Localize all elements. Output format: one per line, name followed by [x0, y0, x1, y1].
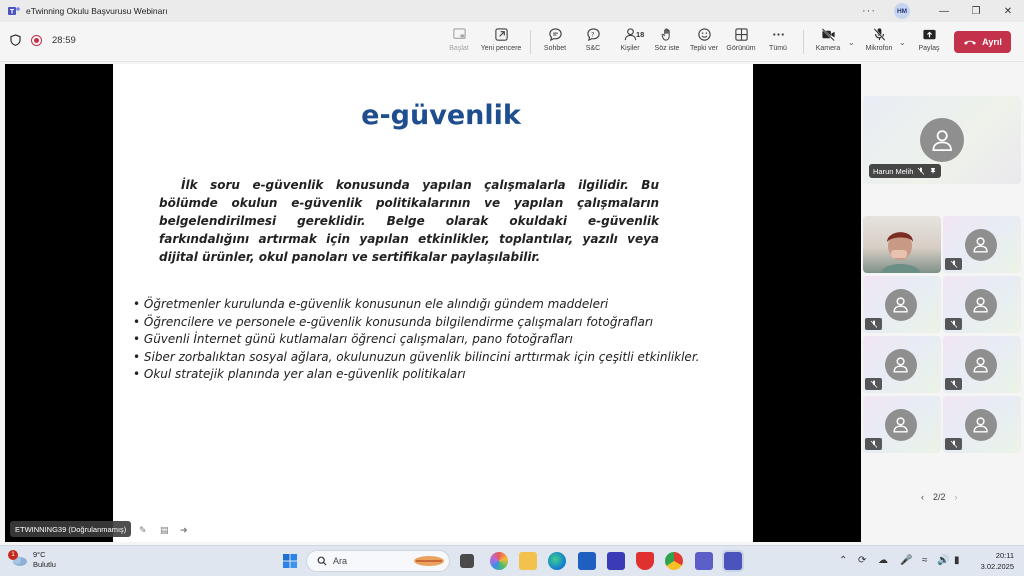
participant-tile[interactable]: [863, 396, 941, 453]
mic-button[interactable]: [856, 25, 902, 59]
slide-bullet: • Öğretmenler kurulunda e-güvenlik konusunun ele alındığı gündem maddeleri: [133, 296, 713, 314]
start-button[interactable]: [436, 25, 482, 59]
participant-name-tag: [869, 164, 941, 178]
camera-options-chevron-icon[interactable]: ⌄: [848, 38, 855, 47]
mic-off-icon: [872, 27, 887, 42]
participant-tile[interactable]: [943, 216, 1021, 273]
person-icon: [891, 355, 910, 374]
search-highlight-icon: [413, 555, 445, 567]
slide-paragraph: İlk soru e-güvenlik konusunda yapılan çalışmalarla ilgilidir. Bu bölümde okulun e-güvenlik politikalarının ve yapılan çalışmaların belgelendirilmesi gereklidir. Belge olarak okuldaki e-güvenlik farkındalığını artırmak için yapılan etkinlikler, toplantılar, yazılı veya dijital ürünler, okul panoları ve sertifikalar paylaşılabilir.: [159, 178, 659, 264]
teams-icon[interactable]: [695, 552, 713, 570]
mic-off-icon: [917, 167, 925, 175]
system-clock[interactable]: [974, 550, 1014, 572]
mic-off-icon: [945, 438, 962, 450]
mic-off-icon: [865, 438, 882, 450]
mic-options-chevron-icon[interactable]: ⌄: [899, 38, 906, 47]
person-icon: [891, 415, 910, 434]
svg-text:T: T: [10, 8, 15, 16]
mic-off-icon: [945, 258, 962, 270]
camera-label: Kamera: [815, 45, 841, 52]
screen-icon: [452, 27, 467, 42]
emoji-icon: [697, 27, 712, 42]
hand-icon: [660, 27, 675, 42]
mic-off-icon: [865, 318, 882, 330]
people-count: 18: [636, 30, 645, 39]
taskbar: [0, 545, 1024, 576]
main-participant-tile[interactable]: [863, 96, 1021, 184]
pen-icon: ✎: [139, 525, 147, 535]
volume-icon[interactable]: 🔊: [937, 555, 950, 566]
start-label: Başlat: [449, 45, 469, 52]
share-button[interactable]: [906, 25, 952, 59]
participant-tile[interactable]: [943, 396, 1021, 453]
user-avatar[interactable]: HM: [894, 3, 910, 19]
tray-chevron-icon[interactable]: ⌃: [839, 555, 848, 566]
close-window-button[interactable]: ✕: [1003, 5, 1013, 17]
camera-button[interactable]: [805, 25, 851, 59]
new-window-button[interactable]: [478, 25, 524, 59]
person-icon: [971, 235, 990, 254]
microphone-icon[interactable]: 🎤: [900, 555, 913, 566]
copilot-icon[interactable]: [490, 552, 508, 570]
start-menu-icon[interactable]: [281, 552, 299, 570]
slide-bullet: • Öğrencilere ve personele e-güvenlik konusunda bilgilendirme çalışmaları fotoğrafları: [133, 314, 713, 332]
person-icon: [971, 355, 990, 374]
participant-name: Harun Melih: [873, 166, 914, 176]
brave-browser-icon[interactable]: [636, 552, 654, 570]
teams-app-icon: [8, 5, 20, 17]
toolbar-divider: [803, 30, 804, 54]
participant-tile[interactable]: [943, 276, 1021, 333]
more-button[interactable]: [755, 25, 801, 59]
avatar: [920, 118, 964, 162]
qa-icon: [586, 27, 601, 42]
slide-bullet: • Siber zorbalıktan sosyal ağlara, okulunuzun güvenlik bilincini arttırmak için çeşitli etkinlikler.: [133, 349, 713, 367]
share-icon: [922, 27, 937, 42]
more-options-icon[interactable]: ···: [862, 5, 876, 17]
cloud-icon: [10, 553, 28, 567]
annotation-icon: ▤: [160, 525, 169, 535]
share-label: Paylaş: [918, 45, 940, 52]
more-label: Tümü: [769, 45, 787, 52]
presenter-name-label: ETWINNING39 (Doğrulanmamış): [10, 521, 131, 537]
grid-icon: [734, 27, 749, 42]
meeting-toolbar: [0, 22, 1024, 62]
presentation-slide: [113, 64, 753, 542]
svg-text:?: ?: [590, 30, 595, 39]
edge-browser-icon[interactable]: [548, 552, 566, 570]
more-icon: [771, 27, 786, 42]
slide-bullet: • Okul stratejik planında yer alan e-güvenlik politikaları: [133, 366, 713, 384]
search-icon: [317, 556, 327, 566]
person-icon: [891, 295, 910, 314]
minimize-button[interactable]: —: [939, 5, 949, 17]
slide-bullet: • Güvenli İnternet günü kutlamaları öğrenci çalışmaları, pano fotoğrafları: [133, 331, 713, 349]
page-indicator: 2/2: [933, 492, 946, 502]
person-icon: [971, 295, 990, 314]
app-icon[interactable]: [607, 552, 625, 570]
chat-label: Sohbet: [543, 45, 567, 52]
participant-video-tile[interactable]: [863, 216, 941, 273]
store-icon[interactable]: [578, 552, 596, 570]
camera-off-icon: [821, 27, 836, 42]
raise-hand-label: Söz iste: [654, 45, 680, 52]
forward-icon: ➜: [180, 525, 188, 535]
avatar: [885, 349, 917, 381]
recording-icon: [31, 35, 42, 46]
new-window-icon: [494, 27, 509, 42]
title-bar: [0, 0, 1024, 22]
participant-tile[interactable]: [863, 276, 941, 333]
chrome-browser-icon[interactable]: [665, 552, 683, 570]
restore-button[interactable]: ❐: [971, 5, 981, 17]
person-icon: [929, 127, 955, 153]
gallery-pager: [921, 492, 958, 502]
file-explorer-icon[interactable]: [519, 552, 537, 570]
mic-off-icon: [945, 318, 962, 330]
avatar: [885, 409, 917, 441]
clock-date: 3.02.2025: [980, 562, 1014, 571]
pin-icon[interactable]: [929, 167, 937, 175]
person-icon: [971, 415, 990, 434]
wifi-icon[interactable]: ≈: [922, 555, 928, 566]
leave-button[interactable]: [954, 31, 1011, 53]
participant-tile[interactable]: [863, 336, 941, 393]
next-page-chevron-icon[interactable]: ›: [954, 492, 958, 502]
react-label: Tepki ver: [689, 45, 718, 52]
cloud-sync-icon[interactable]: ☁: [878, 555, 888, 566]
mic-off-icon: [945, 378, 962, 390]
task-view-icon[interactable]: [460, 554, 474, 568]
weather-alert-badge: 1: [8, 550, 18, 560]
avatar: [885, 289, 917, 321]
search-placeholder: Ara: [333, 556, 348, 566]
view-label: Görünüm: [726, 45, 756, 52]
mic-label: Mikrofon: [865, 45, 893, 52]
slide-title: e-güvenlik: [361, 100, 521, 131]
leave-label: Ayrıl: [982, 37, 1002, 47]
participant-video-frame: [863, 216, 941, 273]
avatar: [965, 289, 997, 321]
shield-icon[interactable]: [10, 34, 21, 46]
qa-label: S&C: [585, 45, 601, 52]
people-label: Kişiler: [620, 45, 640, 52]
avatar: [965, 229, 997, 261]
avatar: [965, 349, 997, 381]
weather-desc: Bulutlu: [33, 560, 56, 569]
chat-icon: [548, 27, 563, 42]
slide-bullet-list: [133, 296, 713, 384]
weather-widget[interactable]: [10, 550, 56, 570]
new-window-label: Yeni pencere: [480, 45, 522, 52]
avatar: [965, 409, 997, 441]
mic-off-icon: [865, 378, 882, 390]
participant-tile[interactable]: [943, 336, 1021, 393]
phone-hangup-icon: [963, 38, 977, 46]
clock-time: 20:11: [995, 551, 1014, 560]
taskbar-search[interactable]: [306, 550, 450, 572]
sync-icon[interactable]: ⟳: [858, 555, 867, 566]
participants-gallery: [861, 64, 1024, 542]
window-title: eTwinning Okulu Başvurusu Webinarı: [26, 6, 168, 16]
shared-content-stage: [5, 64, 861, 542]
weather-temp: 9°C: [33, 550, 46, 559]
toolbar-divider: [530, 30, 531, 54]
teams-active-icon[interactable]: [724, 552, 742, 570]
battery-icon[interactable]: ▮: [954, 555, 960, 566]
previous-page-chevron-icon[interactable]: ‹: [921, 492, 924, 502]
meeting-timer: 28:59: [52, 34, 76, 46]
